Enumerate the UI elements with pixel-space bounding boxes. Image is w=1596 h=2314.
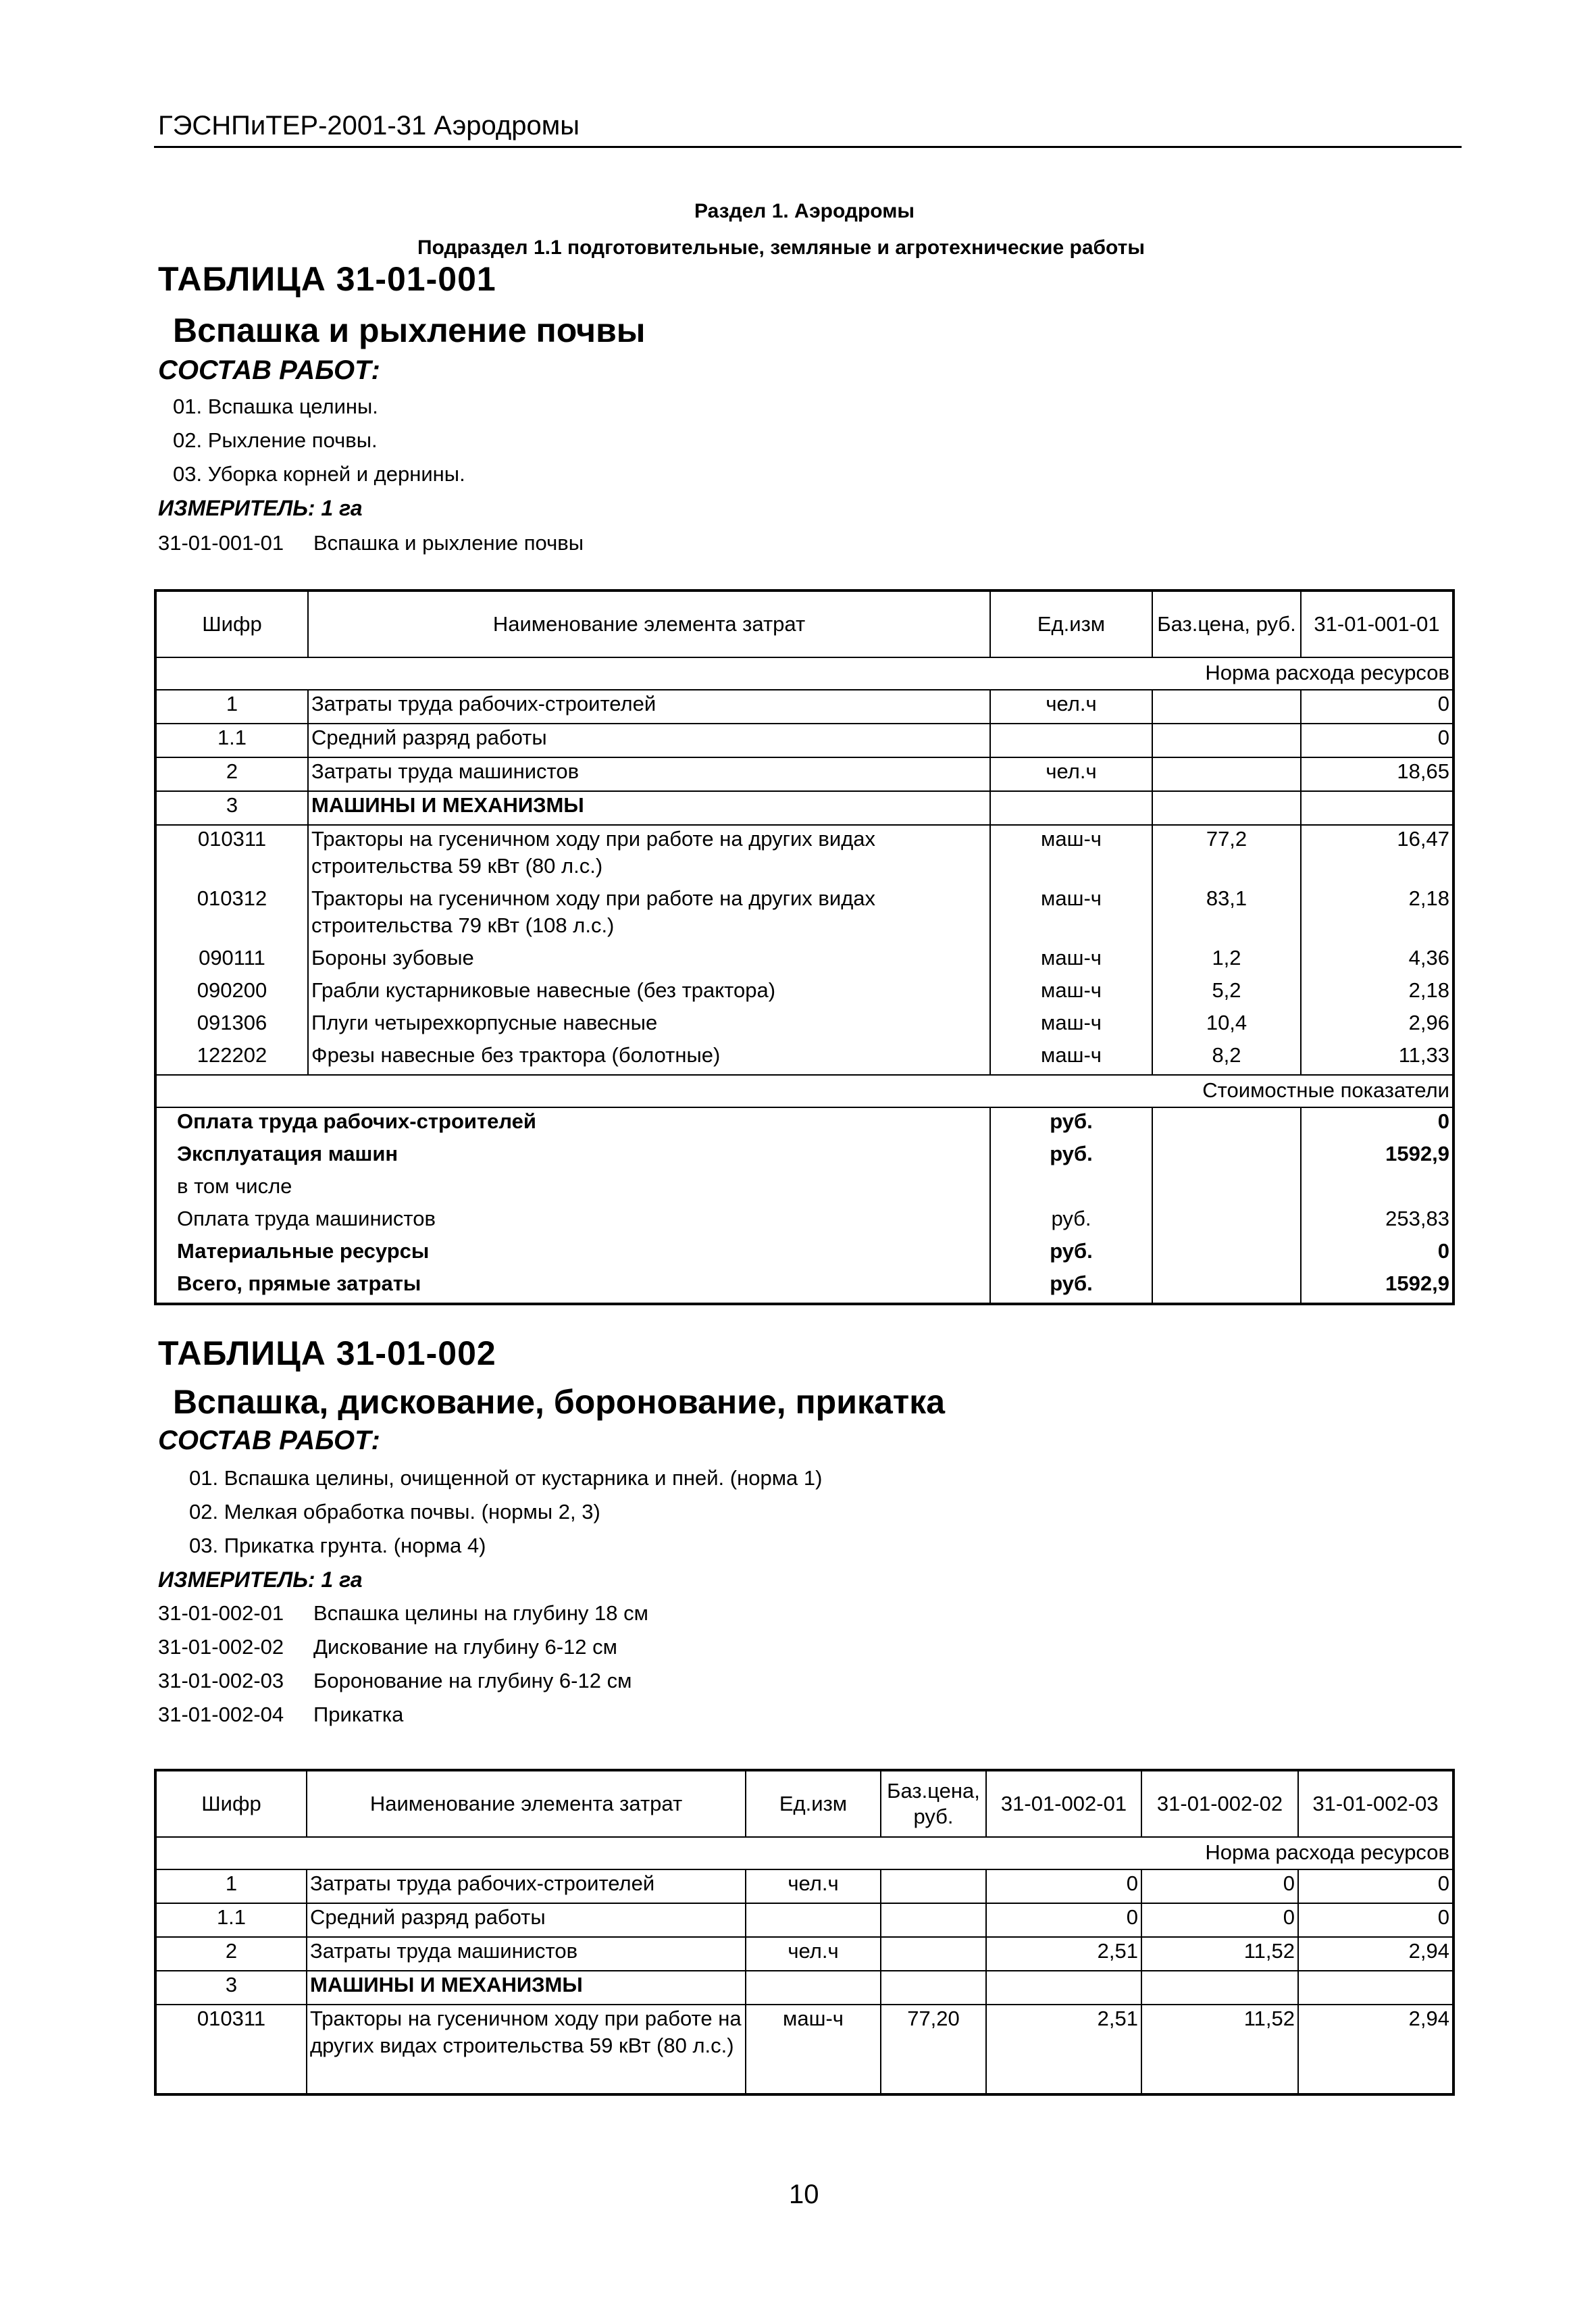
- cell-code: 1.1: [155, 724, 308, 757]
- cell-unit: [746, 1971, 881, 2005]
- table2-grid: [154, 1769, 1455, 2096]
- cell-value: [1301, 791, 1453, 825]
- cell-value: 2,94: [1298, 1937, 1453, 1971]
- cell-value: [1298, 1971, 1453, 2005]
- cost-name: Всего, прямые затраты: [155, 1270, 990, 1304]
- cost-unit: [990, 1173, 1152, 1205]
- table2-meter: ИЗМЕРИТЕЛЬ: 1 га: [158, 1567, 363, 1592]
- cost-row: [155, 1173, 1453, 1205]
- table1-id: ТАБЛИЦА 31-01-001: [158, 260, 496, 298]
- cell-value: 2,96: [1301, 1009, 1453, 1042]
- cell-unit: [746, 1903, 881, 1937]
- header-unit: Ед.изм: [990, 590, 1152, 657]
- cost-price: [1152, 1205, 1301, 1238]
- table2-id: ТАБЛИЦА 31-01-002: [158, 1334, 496, 1372]
- cell-code: 1: [155, 1869, 307, 1903]
- cell-unit: маш-ч: [746, 2005, 881, 2094]
- cell-value: 18,65: [1301, 757, 1453, 791]
- cell-price: [1152, 791, 1301, 825]
- table-row: [155, 724, 1453, 757]
- cell-value: 0: [1141, 1869, 1298, 1903]
- cell-name: Тракторы на гусеничном ходу при работе на других видах строительства 79 кВт (108 л.с.): [308, 885, 990, 945]
- cost-name: Эксплуатация машин: [155, 1140, 990, 1173]
- cost-row: [155, 1140, 1453, 1173]
- cost-row: [155, 1238, 1453, 1270]
- table2-work-item: 03. Прикатка грунта. (норма 4): [189, 1534, 486, 1557]
- cell-name: Тракторы на гусеничном ходу при работе на других видах строительства 59 кВт (80 л.с.): [308, 825, 990, 885]
- cell-unit: чел.ч: [746, 1937, 881, 1971]
- code: 31-01-002-03: [158, 1669, 284, 1692]
- cell-value: 0: [1301, 690, 1453, 724]
- cell-unit: маш-ч: [990, 945, 1152, 977]
- cell-price: 83,1: [1152, 885, 1301, 945]
- cost-row: [155, 1107, 1453, 1140]
- cost-value: 0: [1301, 1238, 1453, 1270]
- cell-value: 2,51: [986, 2005, 1141, 2094]
- table2-code-line: [158, 1601, 648, 1626]
- page-number: 10: [789, 2180, 819, 2209]
- cell-value: 0: [986, 1903, 1141, 1937]
- table-row: [155, 791, 1453, 825]
- cell-value: 4,36: [1301, 945, 1453, 977]
- cell-value: 2,94: [1298, 2005, 1453, 2094]
- table-row: [155, 1971, 1453, 2005]
- cost-unit: руб.: [990, 1270, 1152, 1304]
- code: 31-01-002-02: [158, 1635, 284, 1659]
- cell-value: 0: [986, 1869, 1141, 1903]
- cell-code: 3: [155, 791, 308, 825]
- table1-meter: ИЗМЕРИТЕЛЬ: 1 га: [158, 496, 363, 520]
- cell-code: 090200: [155, 977, 308, 1009]
- cell-price: 77,2: [1152, 825, 1301, 885]
- cell-unit: [990, 791, 1152, 825]
- cost-value: 253,83: [1301, 1205, 1453, 1238]
- cell-code: 010311: [155, 825, 308, 885]
- cell-code: 122202: [155, 1042, 308, 1075]
- header-unit: Ед.изм: [746, 1770, 881, 1837]
- cell-name: Затраты труда рабочих-строителей: [308, 690, 990, 724]
- cost-name: Оплата труда машинистов: [155, 1205, 990, 1238]
- cell-name: МАШИНЫ И МЕХАНИЗМЫ: [307, 1971, 746, 2005]
- cost-row: [155, 1270, 1453, 1304]
- cell-name: Средний разряд работы: [308, 724, 990, 757]
- norm-label: Норма расхода ресурсов: [155, 657, 1453, 690]
- cell-name: Затраты труда машинистов: [307, 1937, 746, 1971]
- cell-unit: чел.ч: [990, 757, 1152, 791]
- cell-code: 2: [155, 757, 308, 791]
- code: 31-01-001-01: [158, 531, 284, 555]
- table2-code-line: [158, 1635, 617, 1659]
- table2-code-line: [158, 1703, 403, 1727]
- cost-value: 0: [1301, 1107, 1453, 1140]
- table2-code-line: [158, 1669, 632, 1693]
- cell-code: 3: [155, 1971, 307, 2005]
- cell-value: 2,18: [1301, 885, 1453, 945]
- table-row: [155, 1009, 1453, 1042]
- table1-work-item: 02. Рыхление почвы.: [173, 428, 378, 452]
- cell-name: Затраты труда рабочих-строителей: [307, 1869, 746, 1903]
- subsection-title: Подраздел 1.1 подготовительные, земляные и агротехнические работы: [417, 236, 1145, 259]
- running-header: ГЭСНПиТЕР-2001-31 Аэродромы: [158, 111, 580, 141]
- cell-price: [1152, 690, 1301, 724]
- cell-code: 1: [155, 690, 308, 724]
- cell-value: 0: [1301, 724, 1453, 757]
- cell-unit: маш-ч: [990, 1042, 1152, 1075]
- cell-unit: маш-ч: [990, 885, 1152, 945]
- header-cipher: Шифр: [155, 1770, 307, 1837]
- cell-price: [881, 1971, 986, 2005]
- cell-code: 010312: [155, 885, 308, 945]
- table-header-row: [155, 590, 1453, 657]
- cost-name: Оплата труда рабочих-строителей: [155, 1107, 990, 1140]
- cell-price: [881, 1869, 986, 1903]
- cell-unit: маш-ч: [990, 1009, 1152, 1042]
- table-header-row: [155, 1770, 1453, 1837]
- table-row: [155, 1042, 1453, 1075]
- cell-value: 16,47: [1301, 825, 1453, 885]
- cell-code: 2: [155, 1937, 307, 1971]
- cell-code: 1.1: [155, 1903, 307, 1937]
- table-row: [155, 2005, 1453, 2094]
- cell-value: 0: [1141, 1903, 1298, 1937]
- table-row: [155, 757, 1453, 791]
- code: 31-01-002-01: [158, 1601, 284, 1625]
- table1-grid: [154, 589, 1455, 1305]
- table-row: [155, 825, 1453, 885]
- cell-value: 11,33: [1301, 1042, 1453, 1075]
- cost-name: в том числе: [155, 1173, 990, 1205]
- cost-value: 1592,9: [1301, 1270, 1453, 1304]
- cell-name: Тракторы на гусеничном ходу при работе на других видах строительства 59 кВт (80 л.с.): [307, 2005, 746, 2094]
- cell-price: [881, 1937, 986, 1971]
- cell-name: МАШИНЫ И МЕХАНИЗМЫ: [308, 791, 990, 825]
- header-col1: 31-01-002-01: [986, 1770, 1141, 1837]
- table1-title: Вспашка и рыхление почвы: [173, 311, 646, 349]
- cell-unit: маш-ч: [990, 977, 1152, 1009]
- cost-unit: руб.: [990, 1140, 1152, 1173]
- table-row: [155, 945, 1453, 977]
- code-name: Боронование на глубину 6-12 см: [313, 1669, 632, 1692]
- cell-price: 1,2: [1152, 945, 1301, 977]
- cost-price: [1152, 1173, 1301, 1205]
- norm-band-row: [155, 1837, 1453, 1869]
- cell-name: Грабли кустарниковые навесные (без трактора): [308, 977, 990, 1009]
- cell-value: [986, 1971, 1141, 2005]
- header-name: Наименование элемента затрат: [308, 590, 990, 657]
- code-name: Вспашка целины на глубину 18 см: [313, 1601, 648, 1625]
- cell-unit: чел.ч: [746, 1869, 881, 1903]
- cell-value: 2,51: [986, 1937, 1141, 1971]
- table-row: [155, 1937, 1453, 1971]
- code-name: Дискование на глубину 6-12 см: [313, 1635, 617, 1659]
- table2-work-item: 01. Вспашка целины, очищенной от кустарника и пней. (норма 1): [189, 1466, 823, 1490]
- cell-unit: чел.ч: [990, 690, 1152, 724]
- cell-price: [1152, 724, 1301, 757]
- table2-composition-label: СОСТАВ РАБОТ:: [158, 1426, 380, 1455]
- cell-price: 8,2: [1152, 1042, 1301, 1075]
- code-name: Вспашка и рыхление почвы: [313, 531, 584, 555]
- table-row: [155, 690, 1453, 724]
- cell-price: [1152, 757, 1301, 791]
- cost-band-row: [155, 1075, 1453, 1107]
- cell-value: [1141, 1971, 1298, 2005]
- table1-composition-label: СОСТАВ РАБОТ:: [158, 355, 380, 385]
- table-row: [155, 885, 1453, 945]
- section-title: Раздел 1. Аэродромы: [694, 200, 915, 222]
- cell-name: Бороны зубовые: [308, 945, 990, 977]
- cell-price: 10,4: [1152, 1009, 1301, 1042]
- header-cipher: Шифр: [155, 590, 308, 657]
- table2-title: Вспашка, дискование, боронование, прикатка: [173, 1383, 946, 1421]
- code: 31-01-002-04: [158, 1703, 284, 1726]
- code-name: Прикатка: [313, 1703, 404, 1726]
- header-price: Баз.цена, руб.: [1152, 590, 1301, 657]
- cost-unit: руб.: [990, 1107, 1152, 1140]
- cost-row: [155, 1205, 1453, 1238]
- cost-price: [1152, 1238, 1301, 1270]
- cell-name: Затраты труда машинистов: [308, 757, 990, 791]
- table1-code-line: [158, 531, 584, 555]
- cost-price: [1152, 1107, 1301, 1140]
- header-col2: 31-01-002-02: [1141, 1770, 1298, 1837]
- cell-unit: маш-ч: [990, 825, 1152, 885]
- cost-price: [1152, 1140, 1301, 1173]
- cell-price: [881, 1903, 986, 1937]
- header-rule: [154, 146, 1462, 148]
- cell-price: 5,2: [1152, 977, 1301, 1009]
- cell-code: 090111: [155, 945, 308, 977]
- cell-name: Средний разряд работы: [307, 1903, 746, 1937]
- cell-name: Плуги четырехкорпусные навесные: [308, 1009, 990, 1042]
- table2-work-item: 02. Мелкая обработка почвы. (нормы 2, 3): [189, 1500, 600, 1524]
- cost-price: [1152, 1270, 1301, 1304]
- cell-value: 2,18: [1301, 977, 1453, 1009]
- table-row: [155, 1869, 1453, 1903]
- cost-name: Материальные ресурсы: [155, 1238, 990, 1270]
- cell-value: 0: [1298, 1869, 1453, 1903]
- table-row: [155, 1903, 1453, 1937]
- table1-work-item: 01. Вспашка целины.: [173, 395, 378, 418]
- cell-name: Фрезы навесные без трактора (болотные): [308, 1042, 990, 1075]
- header-name: Наименование элемента затрат: [307, 1770, 746, 1837]
- cell-value: 11,52: [1141, 2005, 1298, 2094]
- cost-unit: руб.: [990, 1238, 1152, 1270]
- cell-code: 091306: [155, 1009, 308, 1042]
- norm-band-row: [155, 657, 1453, 690]
- cost-label: Стоимостные показатели: [155, 1075, 1453, 1107]
- cell-value: 0: [1298, 1903, 1453, 1937]
- cell-code: 010311: [155, 2005, 307, 2094]
- cell-unit: [990, 724, 1152, 757]
- cost-unit: руб.: [990, 1205, 1152, 1238]
- table-row: [155, 977, 1453, 1009]
- header-col1: 31-01-001-01: [1301, 590, 1453, 657]
- norm-label: Норма расхода ресурсов: [155, 1837, 1453, 1869]
- cell-value: 11,52: [1141, 1937, 1298, 1971]
- cell-price: 77,20: [881, 2005, 986, 2094]
- cost-value: 1592,9: [1301, 1140, 1453, 1173]
- cost-value: [1301, 1173, 1453, 1205]
- header-col3: 31-01-002-03: [1298, 1770, 1453, 1837]
- header-price: Баз.цена, руб.: [881, 1770, 986, 1837]
- table1-work-item: 03. Уборка корней и дернины.: [173, 462, 465, 486]
